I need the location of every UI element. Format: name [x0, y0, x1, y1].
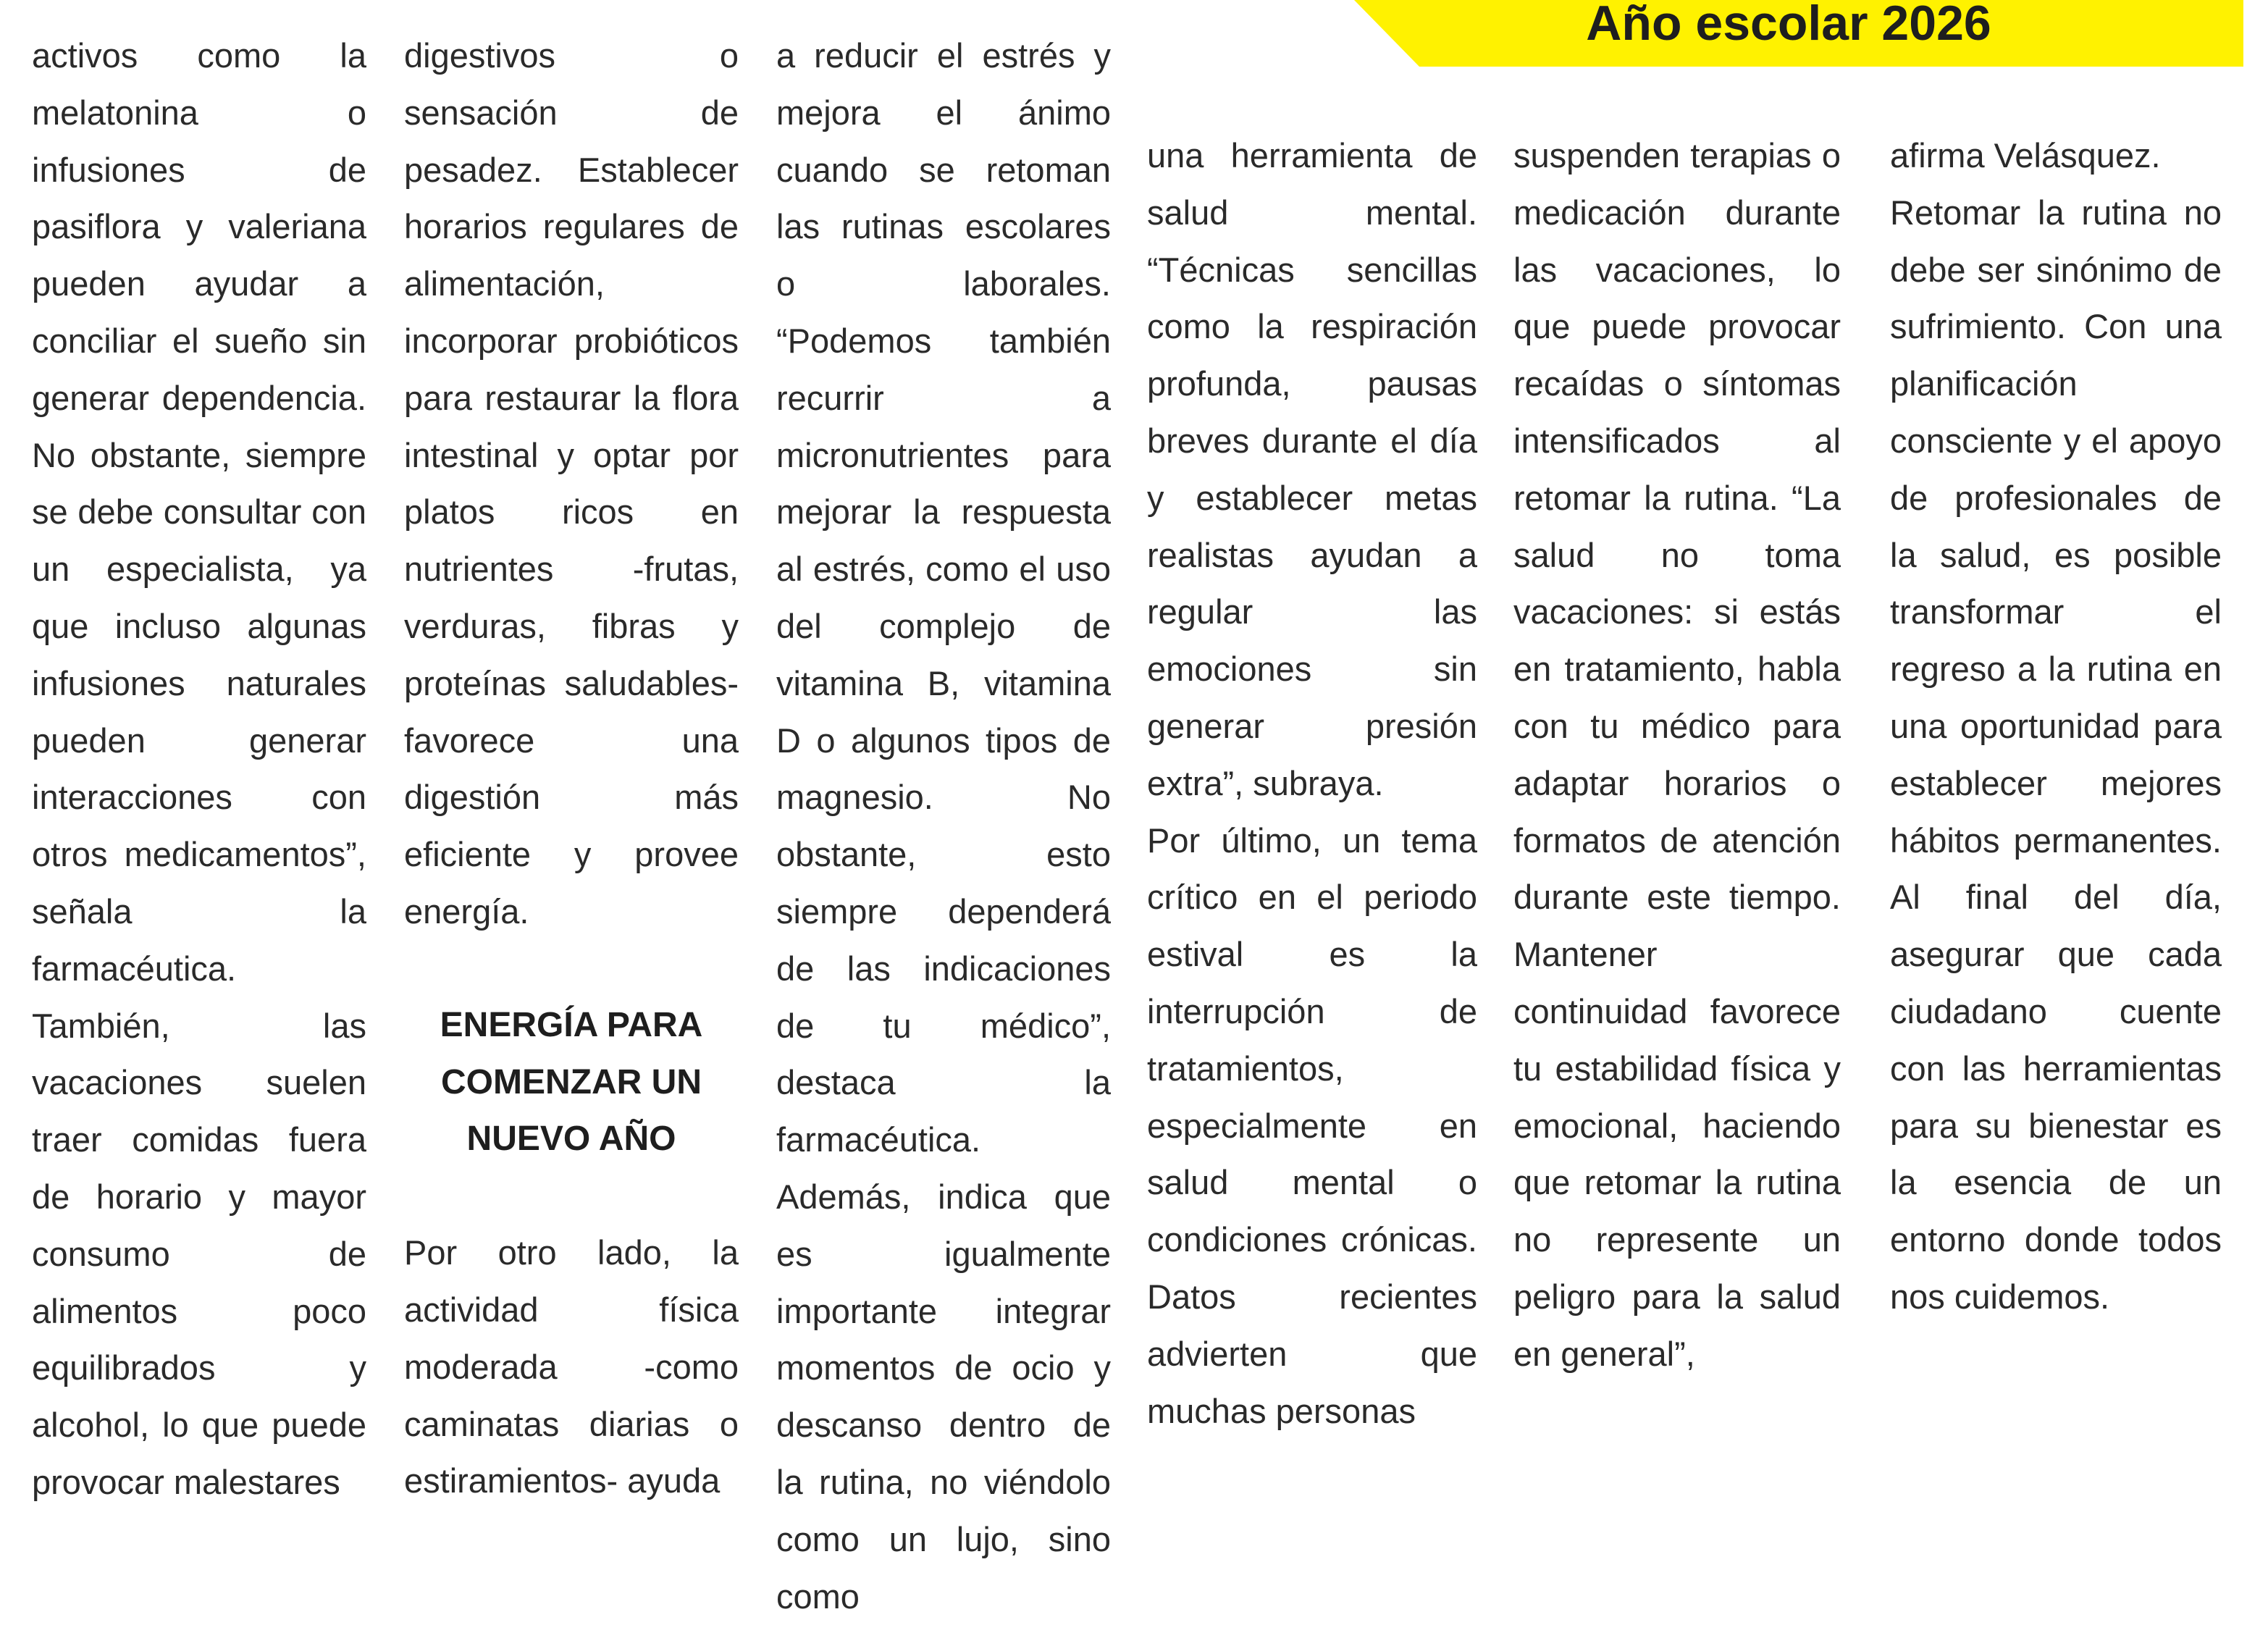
- article-column-4: [1147, 127, 1477, 1440]
- article-column-5: [1513, 127, 1841, 1383]
- banner-title: Año escolar 2026: [1586, 0, 1991, 51]
- paragraph: Por último, un tema crítico en el periodo estival es la interrupción de tratamientos, especialmente en salud mental o condiciones crónicas. Datos recientes advierten que muchas personas: [1147, 820, 1477, 1430]
- paragraph: afirma Velásquez.: [1890, 136, 2161, 175]
- article-column-2: [404, 28, 739, 1510]
- paragraph: También, las vacaciones suelen traer comidas fuera de horario y mayor consumo de alimentos poco equilibrados y alcohol, lo que puede provocar malestares: [32, 1006, 366, 1501]
- paragraph: una herramienta de salud mental. “Técnicas sencillas como la respiración profunda, pausas breves durante el día y establecer metas realistas ayudan a regular las emociones sin generar presión extra”, subraya.: [1147, 136, 1477, 802]
- paragraph: digestivos o sensación de pesadez. Establecer horarios regulares de alimentación, incorporar probióticos para restaurar la flora intestinal y optar por platos ricos en nutrientes -frutas, verduras, fibras y proteínas saludables- favorece una digestión más eficiente y provee energía.: [404, 36, 739, 931]
- paragraph: a reducir el estrés y mejora el ánimo cuando se retoman las rutinas escolares o laborales. “Podemos también recurrir a micronutrientes para mejorar la respuesta al estrés, como el uso del complejo de vitamina B, vitamina D o algunos tipos de magnesio. No obstante, esto siempre dependerá de las indicaciones de tu médico”, destaca la farmacéutica.: [776, 36, 1111, 1159]
- article-column-6: [1890, 127, 2222, 1326]
- paragraph: activos como la melatonina o infusiones de pasiflora y valeriana pueden ayudar a conciliar el sueño sin generar dependencia. No obstante, siempre se debe consultar con un especialista, ya que incluso algunas infusiones naturales pueden generar interacciones con otros medicamentos”, señala la farmacéutica.: [32, 36, 366, 988]
- section-subheading: ENERGÍA PARA COMENZAR UN NUEVO AÑO: [440, 1005, 703, 1159]
- article-column-3: [776, 28, 1111, 1625]
- paragraph: suspenden terapias o medicación durante las vacaciones, lo que puede provocar recaídas o síntomas intensificados al retomar la rutina. “La salud no toma vacaciones: si estás en tratamiento, habla con tu médico para adaptar horarios o formatos de atención durante este tiempo. Mantener continuidad favorece tu estabilidad física y emocional, haciendo que retomar la rutina no represente un peligro para la salud en general”,: [1513, 136, 1841, 1373]
- paragraph: Retomar la rutina no debe ser sinónimo de sufrimiento. Con una planificación consciente y el apoyo de profesionales de la salud, es posible transformar el regreso a la rutina en una oportunidad para establecer mejores hábitos permanentes. Al final del día, asegurar que cada ciudadano cuente con las herramientas para su bienestar es la esencia de un entorno donde todos nos cuidemos.: [1890, 193, 2222, 1316]
- paragraph: Por otro lado, la actividad física moderada -como caminatas diarias o estiramientos- ayuda: [404, 1233, 739, 1500]
- article-column-1: [32, 28, 366, 1511]
- paragraph: Además, indica que es igualmente importante integrar momentos de ocio y descanso dentro de la rutina, no viéndolo como un lujo, sino como: [776, 1177, 1111, 1616]
